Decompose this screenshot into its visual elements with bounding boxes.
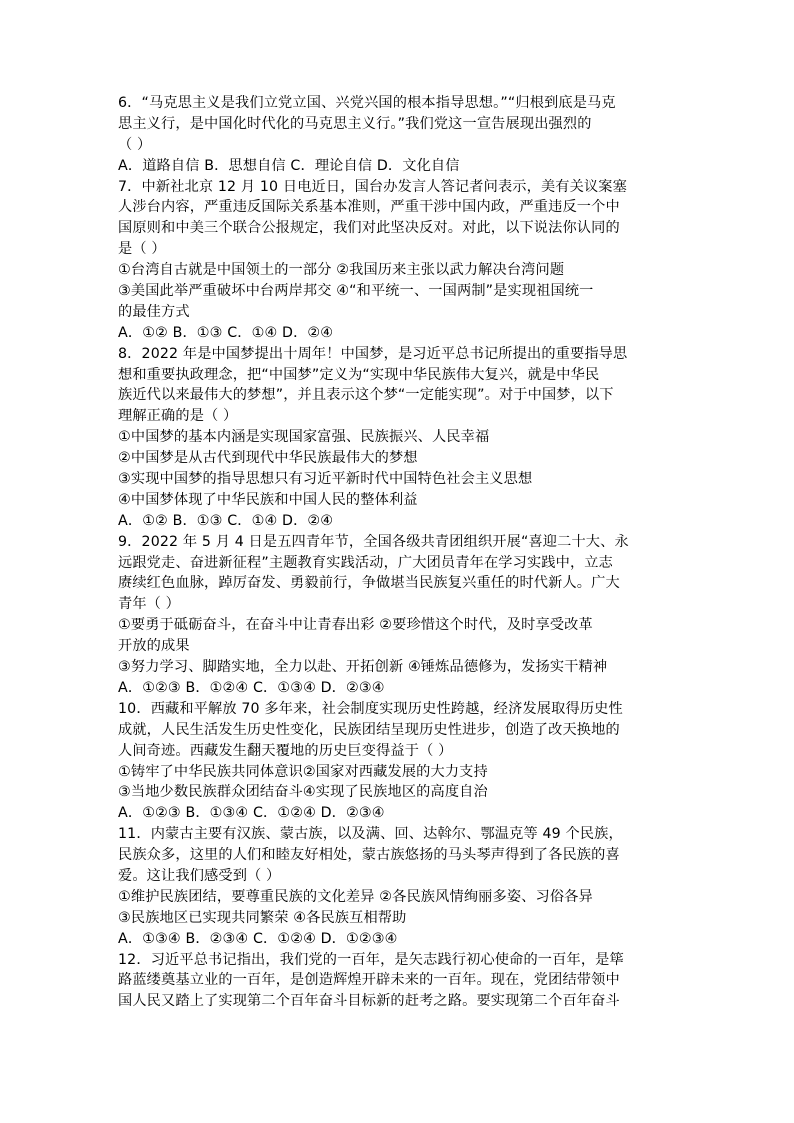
statement-line: ③实现中国梦的指导思想只有习近平新时代中国特色社会主义思想 [118,471,533,488]
question-line: 是（ ） [118,241,166,258]
statement-line: ①台湾自古就是中国领土的一部分 ②我国历来主张以武力解决台湾问题 [118,262,565,279]
question-line: 路蓝缕奠基立业的一百年，是创造辉煌开辟未来的一百年。现在，党团结带领中 [118,972,620,989]
question-12 [118,950,681,1013]
statement-line: 开放的成果 [118,638,190,655]
question-line: 9．2022 年 5 月 4 日是五四青年节，全国各级共青团组织开展“喜迎二十大、永 [118,533,629,550]
question-line: 国原则和中美三个联合公报规定，我们对此坚决反对。对此，以下说法你认同的 [118,220,620,237]
statement-line: ①要勇于砥砺奋斗，在奋斗中让青春出彩 ②要珍惜这个时代，及时享受改革 [118,617,593,634]
statement-line: ①铸牢了中华民族共同体意识②国家对西藏发展的大力支持 [118,763,488,780]
question-line: 民族众多，这里的人们和睦友好相处，蒙古族悠扬的马头琴声得到了各民族的喜 [118,847,620,864]
question-line: 10．西藏和平解放 70 多年来，社会制度实现历史性跨越，经济发展取得历史性 [118,700,623,717]
answer-options: A．①② B．①③ C．①④ D．②④ [118,324,334,341]
question-line: 8．2022 年是中国梦提出十周年！中国梦，是习近平总书记所提出的重要指导思 [118,345,628,362]
question-line: 赓续红色血脉，踔厉奋发、勇毅前行，争做堪当民族复兴重任的时代新人。广大 [118,575,620,592]
answer-options: A．①②③ B．①③④ C．①②④ D．②③④ [118,805,385,822]
question-6 [118,93,681,177]
statement-line: ④中国梦体现了中华民族和中国人民的整体利益 [118,491,418,508]
question-line: 6．“马克思主义是我们立党立国、兴党兴国的根本指导思想。”“归根到底是马克 [118,95,616,111]
answer-options: A．①③④ B．②③④ C．①②④ D．①②③④ [118,930,398,947]
question-10 [118,699,681,824]
question-line: 人间奇迹。西藏发生翻天覆地的历史巨变得益于（ ） [118,742,453,759]
question-7 [118,177,681,344]
statement-line: ②中国梦是从古代到现代中华民族最伟大的梦想 [118,450,418,467]
question-9 [118,532,681,699]
statement-line: ③当地少数民族群众团结奋斗④实现了民族地区的高度自治 [118,784,488,801]
statement-line: ①中国梦的基本内涵是实现国家富强、民族振兴、人民幸福 [118,429,490,446]
statement-line: ③努力学习、脚踏实地，全力以赴、开拓创新 ④锤炼品德修为，发扬实干精神 [118,659,608,676]
document-page [118,93,681,1012]
statement-line: 的最佳方式 [118,303,190,320]
question-line: 爱。这让我们感受到（ ） [118,867,281,884]
question-line: （ ） [118,136,152,153]
question-line: 7．中新社北京 12 月 10 日电近日，国台办发言人答记者问表示，美有关议案塞 [118,178,627,195]
statement-line: ③美国此举严重破坏中台两岸邦交 ④“和平统一、一国两制”是实现祖国统一 [118,283,594,300]
question-line: 远跟党走、奋进新征程”主题教育实践活动，广大团员青年在学习实践中，立志 [118,554,613,571]
question-line: 族近代以来最伟大的梦想”，并且表示这个梦“一定能实现”。对于中国梦，以下 [118,387,614,404]
question-line: 11．内蒙古主要有汉族、蒙古族，以及满、回、达斡尔、鄂温克等 49 个民族， [118,826,623,843]
question-11 [118,824,681,949]
question-line: 12．习近平总书记指出，我们党的一百年，是矢志践行初心使命的一百年，是筚 [118,951,624,968]
question-line: 思主义行，是中国化时代化的马克思主义行。”我们党这一宣告展现出强烈的 [118,115,592,132]
question-line: 成就，人民生活发生历史性变化，民族团结呈现历史性进步，创造了改天换地的 [118,721,620,738]
statement-line: ③民族地区已实现共同繁荣 ④各民族互相帮助 [118,909,407,926]
answer-options: A．道路自信 B．思想自信 C．理论自信 D．文化自信 [118,157,460,174]
statement-line: ①维护民族团结，要尊重民族的文化差异 ②各民族风情绚丽多姿、习俗各异 [118,888,593,905]
question-line: 想和重要执政理念，把“中国梦”定义为“实现中华民族伟大复兴，就是中华民 [118,366,600,383]
answer-options: A．①②③ B．①②④ C．①③④ D．②③④ [118,679,385,696]
question-8 [118,344,681,532]
question-line: 青年（ ） [118,596,181,613]
question-line: 理解正确的是（ ） [118,408,238,425]
answer-options: A．①② B．①③ C．①④ D．②④ [118,512,334,529]
question-line: 国人民又踏上了实现第二个百年奋斗目标新的赶考之路。要实现第二个百年奋斗 [118,993,620,1010]
question-line: 人涉台内容，严重违反国际关系基本准则，严重干涉中国内政，严重违反一个中 [118,199,620,216]
